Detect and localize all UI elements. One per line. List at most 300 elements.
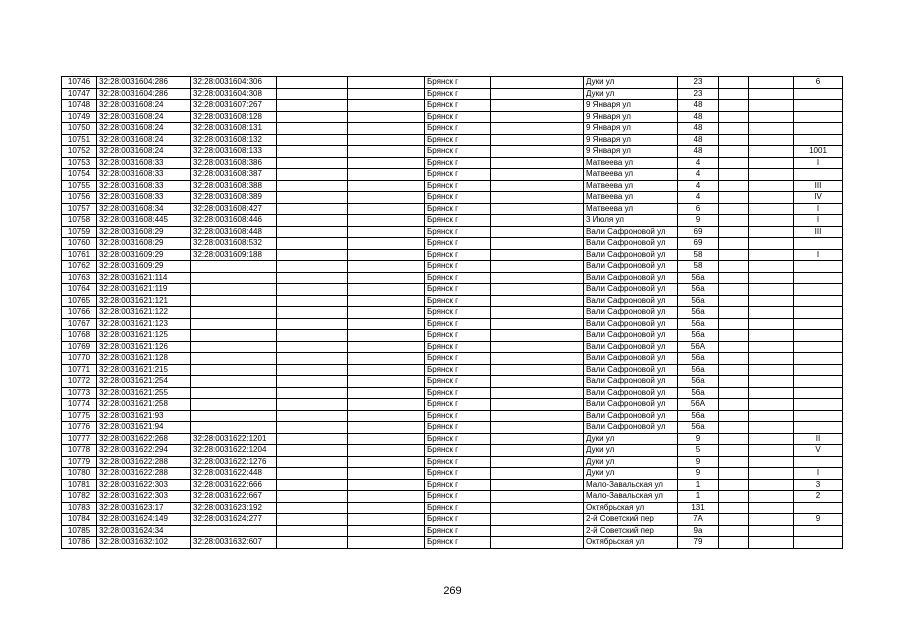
table-cell: 79 (678, 537, 719, 549)
table-cell (348, 295, 425, 307)
table-cell: 10747 (62, 88, 97, 100)
table-cell: Брянск г (425, 479, 491, 491)
table-row (62, 226, 843, 238)
table-cell (719, 134, 749, 146)
table-cell (348, 88, 425, 100)
table-cell (191, 284, 277, 296)
table-cell (277, 399, 348, 411)
table-cell (719, 525, 749, 537)
table-cell (277, 445, 348, 457)
table-row (62, 215, 843, 227)
table-cell: Брянск г (425, 364, 491, 376)
table-cell: 10765 (62, 295, 97, 307)
table-cell: 32:28:0031622:1276 (191, 456, 277, 468)
table-cell (491, 157, 584, 169)
table-cell (277, 364, 348, 376)
table-cell (749, 88, 794, 100)
table-row (62, 353, 843, 365)
table-cell (491, 514, 584, 526)
table-cell (794, 399, 843, 411)
table-cell: 2-й Советский пер (584, 525, 678, 537)
table-cell (794, 261, 843, 273)
table-cell (191, 422, 277, 434)
table-cell: 56а (678, 376, 719, 388)
table-cell: 9 Января ул (584, 134, 678, 146)
table-cell: Брянск г (425, 491, 491, 503)
table-cell: Вали Сафроновой ул (584, 307, 678, 319)
table-cell (749, 468, 794, 480)
table-cell: 32:28:0031622:288 (97, 468, 191, 480)
table-cell: Брянск г (425, 192, 491, 204)
table-cell (749, 192, 794, 204)
table-row (62, 192, 843, 204)
table-cell (749, 364, 794, 376)
table-row (62, 410, 843, 422)
table-cell (794, 502, 843, 514)
table-cell: Вали Сафроновой ул (584, 330, 678, 342)
table-cell (749, 502, 794, 514)
table-cell: Брянск г (425, 422, 491, 434)
table-cell (348, 203, 425, 215)
table-cell: Вали Сафроновой ул (584, 399, 678, 411)
table-cell (277, 307, 348, 319)
table-cell (348, 387, 425, 399)
table-cell (191, 399, 277, 411)
table-cell (277, 410, 348, 422)
table-cell: 10781 (62, 479, 97, 491)
table-cell (749, 491, 794, 503)
table-cell: 32:28:0031608:446 (191, 215, 277, 227)
table-cell: 32:28:0031608:29 (97, 238, 191, 250)
table-cell: 56а (678, 364, 719, 376)
table-row (62, 307, 843, 319)
table-cell (491, 180, 584, 192)
table-cell: 32:28:0031624:277 (191, 514, 277, 526)
table-cell (348, 157, 425, 169)
table-cell: 32:28:0031604:308 (191, 88, 277, 100)
table-cell: 32:28:0031609:29 (97, 249, 191, 261)
table-cell: 10748 (62, 100, 97, 112)
table-cell (719, 456, 749, 468)
table-row (62, 157, 843, 169)
table-cell (749, 180, 794, 192)
table-cell: Мало-Завальская ул (584, 491, 678, 503)
table-cell (277, 180, 348, 192)
table-row (62, 169, 843, 181)
table-cell: 9 (678, 433, 719, 445)
table-cell (719, 295, 749, 307)
table-cell (277, 525, 348, 537)
table-cell: 32:28:0031621:128 (97, 353, 191, 365)
table-cell: 10762 (62, 261, 97, 273)
table-cell: Вали Сафроновой ул (584, 422, 678, 434)
table-cell: 58 (678, 261, 719, 273)
table-cell: 1 (678, 491, 719, 503)
table-cell: 10766 (62, 307, 97, 319)
table-cell: 32:28:0031608:29 (97, 226, 191, 238)
table-cell: III (794, 180, 843, 192)
table-cell (719, 514, 749, 526)
table-cell (749, 479, 794, 491)
table-cell: 10767 (62, 318, 97, 330)
table-cell (348, 514, 425, 526)
table-cell (191, 341, 277, 353)
table-cell: 32:28:0031621:93 (97, 410, 191, 422)
table-cell (794, 353, 843, 365)
table-cell (719, 123, 749, 135)
table-cell: Брянск г (425, 100, 491, 112)
table-cell (277, 157, 348, 169)
table-cell (749, 134, 794, 146)
table-cell (749, 146, 794, 158)
table-cell (719, 111, 749, 123)
table-cell (491, 272, 584, 284)
table-cell (348, 433, 425, 445)
table-cell: Вали Сафроновой ул (584, 353, 678, 365)
table-cell (719, 284, 749, 296)
table-cell (749, 353, 794, 365)
table-cell (348, 307, 425, 319)
table-cell: Брянск г (425, 111, 491, 123)
table-cell (277, 295, 348, 307)
table-cell: 10751 (62, 134, 97, 146)
table-cell (277, 353, 348, 365)
table-cell (749, 295, 794, 307)
table-cell: 32:28:0031608:34 (97, 203, 191, 215)
table-cell (719, 364, 749, 376)
table-cell (749, 318, 794, 330)
table-cell (191, 376, 277, 388)
table-row (62, 100, 843, 112)
table-cell: 56А (678, 399, 719, 411)
table-cell: Брянск г (425, 525, 491, 537)
table-cell: 32:28:0031621:121 (97, 295, 191, 307)
table-cell (749, 341, 794, 353)
table-cell: 10752 (62, 146, 97, 158)
table-cell: 7А (678, 514, 719, 526)
table-cell: Вали Сафроновой ул (584, 341, 678, 353)
table-cell (348, 134, 425, 146)
table-cell (794, 537, 843, 549)
table-cell (719, 410, 749, 422)
table-cell (348, 399, 425, 411)
table-cell (719, 226, 749, 238)
table-cell (491, 525, 584, 537)
table-row (62, 123, 843, 135)
table-cell (749, 456, 794, 468)
table-cell: 32:28:0031608:33 (97, 169, 191, 181)
table-cell (794, 295, 843, 307)
table-cell (348, 146, 425, 158)
table-cell: 32:28:0031608:24 (97, 111, 191, 123)
table-cell: 10760 (62, 238, 97, 250)
table-cell: Брянск г (425, 203, 491, 215)
table-cell: 2-й Советский пер (584, 514, 678, 526)
table-cell (348, 215, 425, 227)
table-cell (719, 353, 749, 365)
table-row (62, 180, 843, 192)
table-cell: 10776 (62, 422, 97, 434)
table-row (62, 88, 843, 100)
table-cell (719, 399, 749, 411)
table-cell (719, 376, 749, 388)
table-cell: 10780 (62, 468, 97, 480)
table-cell (277, 537, 348, 549)
table-cell: 10784 (62, 514, 97, 526)
table-cell (719, 318, 749, 330)
table-cell: 9 (678, 468, 719, 480)
table-cell: 3 (794, 479, 843, 491)
table-cell: 4 (678, 180, 719, 192)
table-cell: Вали Сафроновой ул (584, 261, 678, 273)
table-cell (719, 491, 749, 503)
table-cell (719, 272, 749, 284)
table-cell: I (794, 215, 843, 227)
table-cell (348, 422, 425, 434)
table-row (62, 514, 843, 526)
table-cell: Вали Сафроновой ул (584, 410, 678, 422)
table-cell: IV (794, 192, 843, 204)
table-cell: 56а (678, 272, 719, 284)
table-cell: 32:28:0031632:607 (191, 537, 277, 549)
table-cell (191, 353, 277, 365)
table-cell: I (794, 468, 843, 480)
table-cell (719, 479, 749, 491)
table-row (62, 479, 843, 491)
table-cell (348, 238, 425, 250)
table-cell: Мало-Завальская ул (584, 479, 678, 491)
page-number: 269 (443, 585, 462, 597)
table-cell: Брянск г (425, 180, 491, 192)
table-cell (719, 502, 749, 514)
table-cell (348, 376, 425, 388)
table-cell: Вали Сафроновой ул (584, 387, 678, 399)
table-cell: 32:28:0031622:303 (97, 491, 191, 503)
table-cell: 6 (678, 203, 719, 215)
table-cell: 56А (678, 341, 719, 353)
table-cell: 10746 (62, 77, 97, 89)
table-cell: 9 Января ул (584, 146, 678, 158)
table-cell: 32:28:0031622:666 (191, 479, 277, 491)
table-cell: Брянск г (425, 215, 491, 227)
table-cell: Брянск г (425, 468, 491, 480)
table-cell: 10785 (62, 525, 97, 537)
table-cell (348, 468, 425, 480)
table-cell (277, 146, 348, 158)
table-cell: 32:28:0031622:448 (191, 468, 277, 480)
table-cell: 32:28:0031608:128 (191, 111, 277, 123)
table-cell: 32:28:0031608:24 (97, 100, 191, 112)
table-cell (749, 203, 794, 215)
table-cell: Брянск г (425, 537, 491, 549)
table-cell: 9 (678, 456, 719, 468)
table-cell: Вали Сафроновой ул (584, 318, 678, 330)
table-cell (749, 525, 794, 537)
table-cell: Матвеева ул (584, 192, 678, 204)
table-row (62, 525, 843, 537)
table-cell (348, 525, 425, 537)
table-cell: 32:28:0031621:258 (97, 399, 191, 411)
table-cell: 69 (678, 226, 719, 238)
table-cell (277, 318, 348, 330)
table-cell (491, 134, 584, 146)
table-cell (277, 468, 348, 480)
table-cell (491, 491, 584, 503)
table-cell: 32:28:0031608:387 (191, 169, 277, 181)
table-cell (491, 123, 584, 135)
table-cell (749, 410, 794, 422)
table-row (62, 468, 843, 480)
table-cell (719, 422, 749, 434)
table-cell: 32:28:0031608:33 (97, 180, 191, 192)
table-cell: 10778 (62, 445, 97, 457)
table-cell (277, 192, 348, 204)
table-cell (794, 123, 843, 135)
table-cell: 32:28:0031621:254 (97, 376, 191, 388)
table-cell: Брянск г (425, 514, 491, 526)
table-cell (191, 364, 277, 376)
table-cell: 32:28:0031621:125 (97, 330, 191, 342)
table-cell (277, 433, 348, 445)
table-cell: 32:28:0031608:445 (97, 215, 191, 227)
table-cell: 10757 (62, 203, 97, 215)
table-cell: 10771 (62, 364, 97, 376)
table-cell (191, 261, 277, 273)
table-cell (491, 445, 584, 457)
table-cell (749, 537, 794, 549)
table-row (62, 134, 843, 146)
table-cell (348, 318, 425, 330)
table-cell: 9 Января ул (584, 111, 678, 123)
table-row (62, 341, 843, 353)
table-cell: 10783 (62, 502, 97, 514)
table-cell: 32:28:0031621:114 (97, 272, 191, 284)
table-cell (749, 238, 794, 250)
table-cell: 32:28:0031621:94 (97, 422, 191, 434)
table-cell (348, 491, 425, 503)
table-cell: 56а (678, 387, 719, 399)
table-row (62, 422, 843, 434)
table-cell: Матвеева ул (584, 180, 678, 192)
table-cell (348, 192, 425, 204)
table-cell (491, 169, 584, 181)
table-cell (277, 88, 348, 100)
table-cell: 10764 (62, 284, 97, 296)
table-cell (719, 88, 749, 100)
table-cell: III (794, 226, 843, 238)
table-cell: 32:28:0031632:102 (97, 537, 191, 549)
table-cell: 32:28:0031622:294 (97, 445, 191, 457)
table-cell: Дуки ул (584, 88, 678, 100)
table-cell: V (794, 445, 843, 457)
table-cell: 32:28:0031608:132 (191, 134, 277, 146)
table-cell (749, 272, 794, 284)
table-row (62, 502, 843, 514)
table-cell (277, 123, 348, 135)
table-cell: Брянск г (425, 376, 491, 388)
table-cell (491, 192, 584, 204)
registry-table-body (62, 77, 843, 549)
table-cell: 10777 (62, 433, 97, 445)
table-cell (749, 77, 794, 89)
table-row (62, 387, 843, 399)
table-row (62, 261, 843, 273)
table-cell: 32:28:0031621:119 (97, 284, 191, 296)
table-cell: Матвеева ул (584, 203, 678, 215)
table-cell: 3 Июля ул (584, 215, 678, 227)
table-cell: 56а (678, 284, 719, 296)
table-cell (191, 410, 277, 422)
table-cell: 32:28:0031622:1204 (191, 445, 277, 457)
table-cell (794, 387, 843, 399)
table-cell (277, 203, 348, 215)
table-cell: 56а (678, 422, 719, 434)
table-row (62, 146, 843, 158)
table-cell: 56а (678, 318, 719, 330)
table-cell: Брянск г (425, 295, 491, 307)
table-cell: 10770 (62, 353, 97, 365)
table-cell: 32:28:0031622:1201 (191, 433, 277, 445)
table-cell: Матвеева ул (584, 157, 678, 169)
table-cell (348, 111, 425, 123)
table-cell (191, 318, 277, 330)
table-cell (794, 318, 843, 330)
table-cell (794, 272, 843, 284)
table-cell (749, 157, 794, 169)
table-cell: Матвеева ул (584, 169, 678, 181)
table-row (62, 445, 843, 457)
table-cell (277, 226, 348, 238)
table-cell: 10753 (62, 157, 97, 169)
table-cell (277, 272, 348, 284)
table-cell (749, 169, 794, 181)
table-cell: 32:28:0031621:215 (97, 364, 191, 376)
table-cell: 1 (678, 479, 719, 491)
table-cell: 32:28:0031608:33 (97, 192, 191, 204)
table-row (62, 330, 843, 342)
table-cell (719, 157, 749, 169)
table-cell: 32:28:0031608:389 (191, 192, 277, 204)
table-cell (749, 433, 794, 445)
table-cell: Брянск г (425, 318, 491, 330)
table-cell: 32:28:0031609:29 (97, 261, 191, 273)
table-row (62, 491, 843, 503)
table-cell: 56а (678, 295, 719, 307)
table-row (62, 318, 843, 330)
table-cell (491, 353, 584, 365)
table-cell: 32:28:0031604:286 (97, 77, 191, 89)
table-cell: 9а (678, 525, 719, 537)
table-row (62, 364, 843, 376)
table-cell (794, 410, 843, 422)
table-cell (719, 468, 749, 480)
table-cell: 56а (678, 307, 719, 319)
table-cell: 32:28:0031621:255 (97, 387, 191, 399)
table-cell (719, 146, 749, 158)
table-cell (491, 295, 584, 307)
table-cell (277, 341, 348, 353)
table-cell: 48 (678, 111, 719, 123)
table-cell (719, 307, 749, 319)
table-cell: Брянск г (425, 502, 491, 514)
table-cell (749, 215, 794, 227)
table-cell (794, 100, 843, 112)
table-row (62, 399, 843, 411)
table-cell (749, 387, 794, 399)
table-cell: 131 (678, 502, 719, 514)
table-cell (491, 410, 584, 422)
table-cell: 9 Января ул (584, 123, 678, 135)
